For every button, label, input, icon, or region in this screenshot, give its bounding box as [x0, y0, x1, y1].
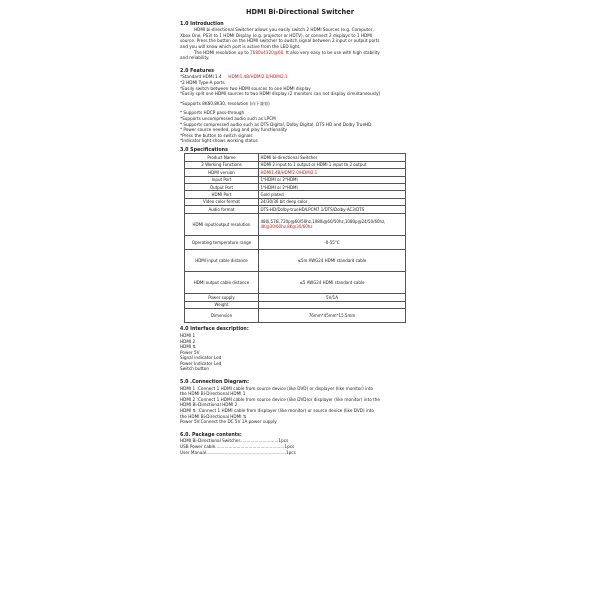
intro-heading: 1.0 Introduction: [180, 21, 224, 27]
list-item: Switch button: [180, 366, 209, 372]
intro-line: source. Press the button on the HDMI switcher to switch signal between 2 input or output ports: [180, 38, 380, 44]
document-page: [180, 8, 420, 455]
specs-table: [184, 153, 406, 323]
table-row: HDMI version HDMI1.4B/HDMI2.0/HDMI2.1: [185, 169, 406, 176]
features-heading: 2.0 Features: [180, 68, 214, 74]
feature-item: *Press the button to switch signals: [180, 132, 253, 138]
table-row: HDMI input cable distance ≤5m AWG24 HDMI standard cable: [185, 249, 406, 271]
table-row: 2 Working Functions HDMI 2 input to 1 output or HDMI 1 input to 2 output: [185, 161, 406, 168]
intro-line: HDMI bi-directional Switcher allows you easily switch 2 HDMI Sources (e.g. Computer,: [194, 27, 374, 33]
feature-item-8k: *Supports 8K60,8K30, resolution (向下兼容): [180, 100, 270, 106]
list-item: Power Indicator Led: [180, 360, 222, 366]
table-row: Operating temperature range -0-55°C: [185, 235, 406, 249]
list-item: HDMI 1: [180, 332, 196, 338]
list-item: HDMI ⇅: [180, 344, 197, 350]
document-title: HDMI Bi-Directional Switcher: [246, 8, 354, 16]
feature-item: *Indicator light shows working status: [180, 138, 258, 144]
intro-resolution-value: 7680x4320@60: [249, 49, 284, 55]
table-row: Weight: [185, 301, 406, 308]
table-row: Power supply 5V/1A: [185, 294, 406, 301]
intro-line: and you will know which port is active from the LED light.: [180, 43, 301, 49]
connection-line: HDMI 2 :Connect 1 HDMI cable from source device (like DVD)or displayer (like monitor) into the: [180, 396, 380, 402]
intro-line: Xbox One, PS3) to 1 HDMI Display (e.g. projector or HDTV), or connect 2 displays to 1 HDMI: [180, 32, 373, 38]
table-row: Product Name HDMI bi-directional Switcher: [185, 154, 406, 161]
feature-item: *Supports uncompressed audio such as LPCM: [180, 115, 276, 121]
connection-line: the HDMI Bi-Directional HDMI ⇅: [180, 413, 247, 419]
feature-item: * Supports compressed audio such as DTS Digital, Dolby Digital, DTS HD and Dolby TrueHD: [180, 121, 372, 127]
package-heading: 6.0. Package contents:: [180, 432, 242, 438]
table-row: HDMI input/output resolution 480i,576i,720p@60/50hz,1080i@60/50hz,1080p@24/50/60hz, 4K@30/60hz,8K@30/60hz: [185, 213, 406, 235]
table-row: HDMI Port Gold plated: [185, 191, 406, 198]
package-item: User Manual............................................................1pcs: [180, 449, 296, 455]
interface-heading: 4.0 Interface description:: [180, 327, 249, 333]
connection-heading: 5.0 .Connection Diagram:: [180, 380, 249, 386]
list-item: Signal indicator Led: [180, 355, 222, 361]
connection-line: Power 5V:Connect the DC 5V 1A power supply: [180, 419, 277, 425]
table-row: Dimension 76mm*45mm*15.5mm: [185, 309, 406, 323]
table-row: Audio format DTS-HD/Dolby-trueHD/LPCM7.1/DTS/Dolby-AC3/DTS: [185, 206, 406, 213]
connection-line: HDMI Bi-Directional HDMI 2: [180, 402, 238, 408]
table-row: Input Port 1*HDMI or 2*HDMI: [185, 176, 406, 183]
feature-item: *2 HDMI Type-A ports: [180, 79, 225, 85]
feature-item: *Easily switch between two HDMI sources to one HDMI display: [180, 85, 311, 91]
connection-line: the HDMI Bi-Directional HDMI 1: [180, 391, 246, 397]
list-item: Power 5V: [180, 349, 200, 355]
table-row: Video color format 24/30/36 bit deep color: [185, 198, 406, 205]
package-item: USB Power cable....................................................1pcs: [180, 444, 295, 449]
feature-item: * Power source needed, plug and play functionality: [180, 127, 288, 133]
intro-line: and reliability.: [180, 55, 210, 61]
table-row: HDMI output cable distance ≤5 AWG24 HDMI standard cable: [185, 272, 406, 294]
connection-line: HDMI ⇅ :Connect 1 HDMI cable from displayer (like monitor) or source device (like DVD) into: [180, 408, 374, 414]
feature-item: *Easily split one HDMI sources to two HDMI display (2 monitors can not display simultaneously): [180, 91, 381, 97]
interface-list: [180, 333, 420, 372]
feature-item: *Standard HDMI 1.4 HDMI1.4B/HDMI2.0/HDMI2.1: [180, 74, 288, 80]
table-row: Output Port 1*HDMI or 2*HDMI: [185, 184, 406, 191]
list-item: HDMI 2: [180, 338, 196, 344]
connection-line: HDMI 1 :Connect 1 HDMI cable from source device (like DVD) or displayer (like monitor) into: [180, 385, 374, 391]
feature-item: * Supports HDCP pass-through: [180, 110, 245, 116]
specs-heading: 3.0 Specifications: [180, 147, 228, 153]
intro-resolution: The HDMI resolution up to 7680x4320@60. It also very easy to be use with high stability: [194, 49, 380, 55]
package-item: HDMI Bi-Directional Switcher.............................1pcs: [180, 438, 289, 444]
